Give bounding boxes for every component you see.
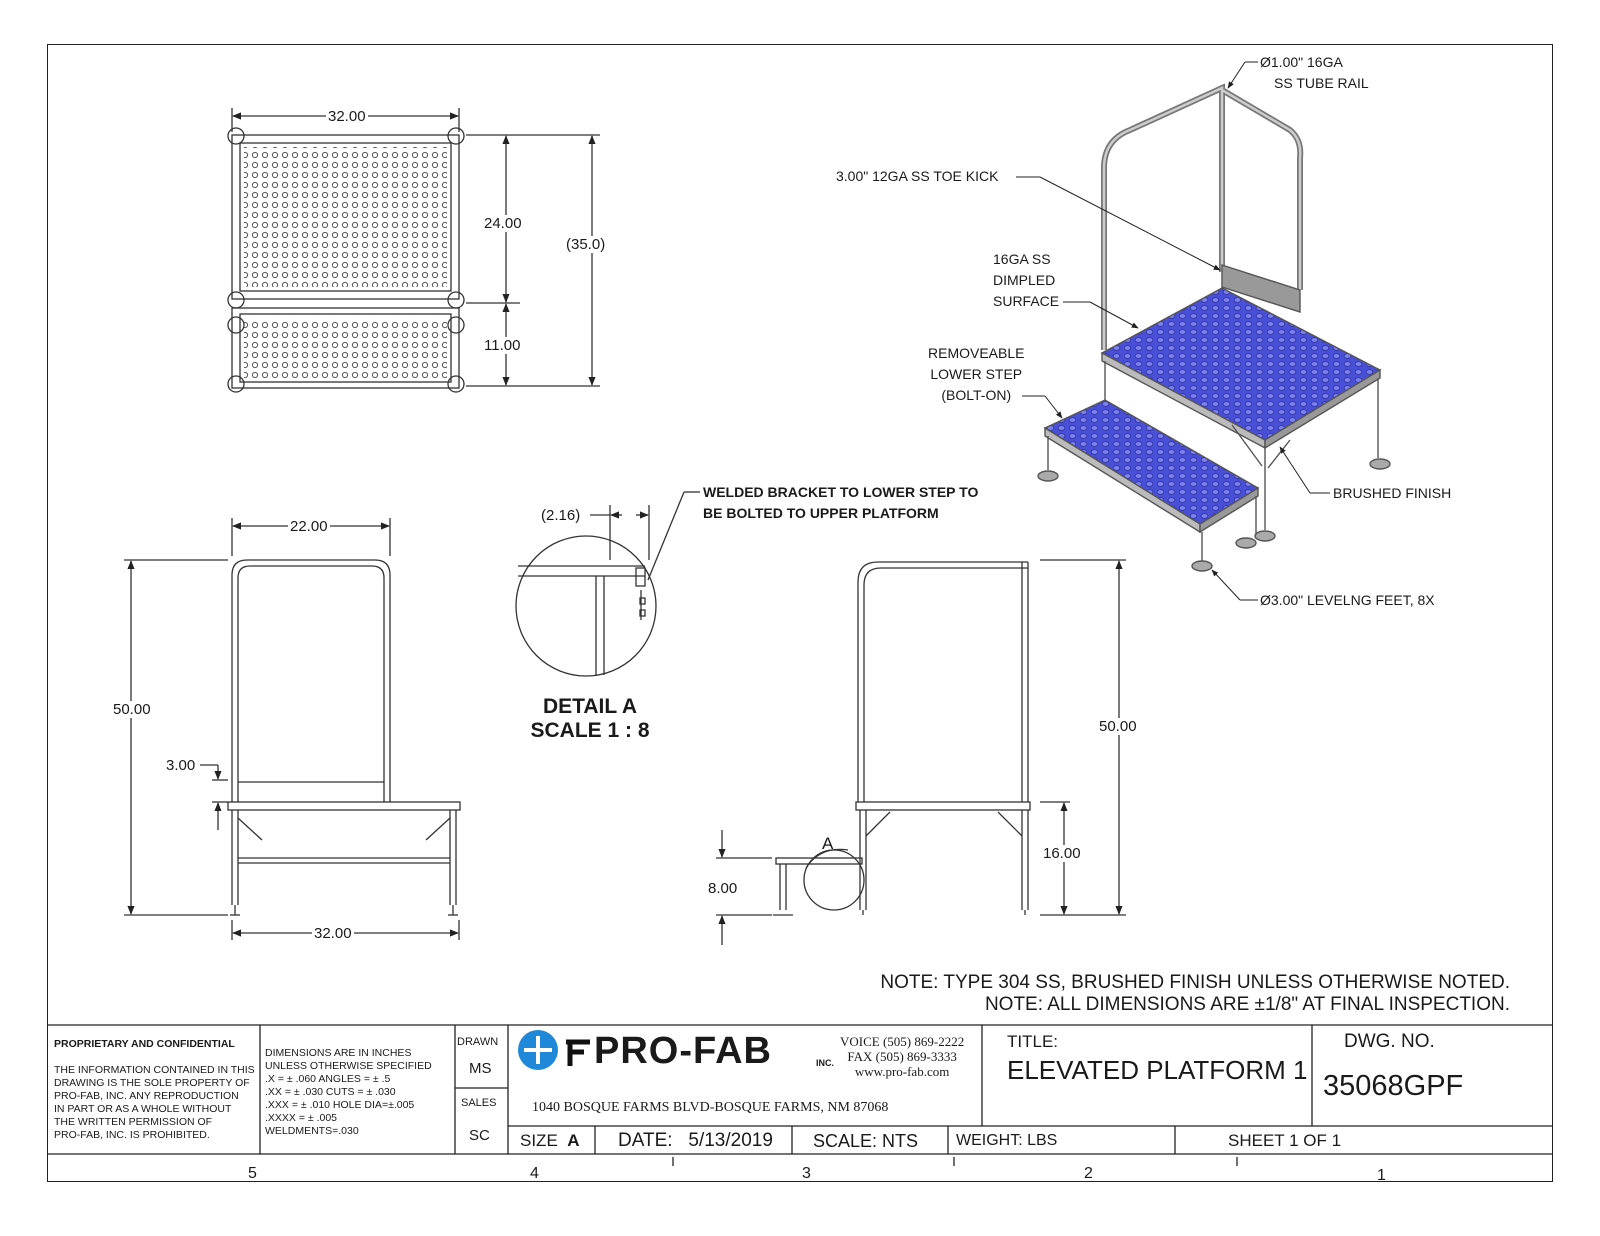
step-line-2: LOWER STEP	[930, 366, 1023, 382]
tolerance-text-line: UNLESS OTHERWISE SPECIFIED	[265, 1060, 432, 1072]
toe-kick-callout: 3.00" 12GA SS TOE KICK	[836, 168, 999, 184]
sales-value: SC	[469, 1127, 490, 1144]
weight-field: WEIGHT: LBS	[956, 1132, 1058, 1149]
proprietary-text-line: PRO-FAB, INC. IS PROHIBITED.	[54, 1129, 210, 1141]
rail-line-2: SS TUBE RAIL	[1274, 75, 1369, 91]
tolerance-text-line: .XXXX = ± .005	[265, 1112, 338, 1124]
proprietary-title: PROPRIETARY AND CONFIDENTIAL	[54, 1038, 235, 1050]
website: www.pro-fab.com	[854, 1064, 950, 1079]
base-width-dim: 32.00	[314, 925, 352, 942]
finish-callout: BRUSHED FINISH	[1333, 485, 1452, 501]
side-height-dim: 50.00	[1099, 718, 1137, 735]
front-height-dim: 50.00	[113, 701, 151, 718]
detail-dim: (2.16)	[541, 507, 581, 524]
fax-number: FAX (505) 869-3333	[847, 1049, 957, 1064]
tolerance-text-line: .X = ± .060 ANGLES = ± .5	[265, 1073, 391, 1085]
size-label: SIZE	[520, 1131, 558, 1150]
tolerance-text	[265, 1047, 432, 1138]
tube-rail-callout	[1260, 52, 1369, 94]
top-view	[228, 108, 600, 392]
diameter-symbol: Ø	[1260, 592, 1271, 608]
surface-line-1: 16GA SS	[993, 251, 1051, 267]
note-1: NOTE: TYPE 304 SS, BRUSHED FINISH UNLESS OTHERWISE NOTED.	[880, 972, 1510, 993]
platform-height-dim: 16.00	[1043, 845, 1081, 862]
company-logo-inc: INC.	[816, 1058, 834, 1068]
rail-line-1: 1.00" 16GA	[1270, 54, 1343, 70]
detail-a-title	[520, 695, 660, 743]
callout-line-2: BE BOLTED TO UPPER PLATFORM	[703, 505, 939, 521]
welded-bracket-callout	[703, 482, 978, 524]
diameter-symbol: Ø	[1260, 54, 1271, 70]
tolerance-text-line: DIMENSIONS ARE IN INCHES	[265, 1047, 412, 1059]
voice-number: VOICE (505) 869-2222	[840, 1034, 965, 1049]
proprietary-text-line: PRO-FAB, INC. ANY REPRODUCTION	[54, 1090, 239, 1102]
side-view	[716, 560, 1126, 945]
company-address: 1040 BOSQUE FARMS BLVD-BOSQUE FARMS, NM 87068	[532, 1100, 889, 1115]
proprietary-text-line: IN PART OR AS A WHOLE WITHOUT	[54, 1103, 232, 1115]
pro-fab-logo-mark	[518, 1030, 590, 1070]
isometric-view	[1016, 62, 1390, 600]
top-width-dim: 32.00	[328, 108, 366, 125]
drawn-value: MS	[469, 1060, 492, 1077]
proprietary-text-line: THE WRITTEN PERMISSION OF	[54, 1116, 213, 1128]
note-2: NOTE: ALL DIMENSIONS ARE ±1/8" AT FINAL INSPECTION.	[984, 994, 1510, 1015]
detail-dim-value: 2.16	[546, 507, 576, 524]
zone-number: 3	[802, 1165, 811, 1182]
surface-line-3: SURFACE	[993, 293, 1060, 309]
sales-label: SALES	[461, 1097, 497, 1109]
detail-title-line-1: DETAIL A	[542, 695, 638, 718]
size-field	[520, 1131, 580, 1151]
tolerance-text-line: WELDMENTS=.030	[265, 1125, 359, 1137]
detail-a-marker: A	[822, 834, 834, 853]
proprietary-text	[54, 1064, 255, 1142]
dwg-no-label: DWG. NO.	[1344, 1031, 1435, 1052]
tolerance-text-line: .XX = ± .030 CUTS = ± .030	[265, 1086, 396, 1098]
zone-number: 4	[530, 1165, 539, 1182]
overall-depth-dim: (35.0)	[566, 236, 606, 253]
step-height-dim: 8.00	[708, 880, 738, 897]
sheet-field: SHEET 1 OF 1	[1228, 1131, 1342, 1150]
dwg-no-value: 35068GPF	[1323, 1070, 1464, 1102]
step-line-3: (BOLT-ON)	[941, 387, 1012, 403]
proprietary-text-line: THE INFORMATION CONTAINED IN THIS	[54, 1064, 255, 1076]
feet-callout	[1260, 590, 1435, 611]
proprietary-text-line: DRAWING IS THE SOLE PROPERTY OF	[54, 1077, 250, 1089]
scale-field: SCALE: NTS	[813, 1131, 919, 1151]
date-label: DATE:	[618, 1130, 673, 1151]
general-notes	[880, 972, 1510, 1016]
lower-step-callout	[928, 343, 1024, 406]
zone-number: 1	[1377, 1167, 1386, 1184]
zone-number: 2	[1084, 1165, 1093, 1182]
surface-line-2: DIMPLED	[993, 272, 1056, 288]
toe-kick-dim: 3.00	[166, 757, 196, 774]
company-contact	[840, 1034, 964, 1079]
zone-number: 5	[248, 1165, 257, 1182]
upper-depth-dim: 24.00	[484, 215, 522, 232]
drawing-title: ELEVATED PLATFORM 1	[1007, 1055, 1308, 1085]
title-label: TITLE:	[1007, 1032, 1059, 1051]
front-view	[124, 518, 460, 940]
callout-line-1: WELDED BRACKET TO LOWER STEP TO	[703, 484, 979, 500]
date-field	[618, 1130, 773, 1152]
lower-depth-dim: 11.00	[484, 337, 521, 354]
step-line-1: REMOVEABLE	[928, 345, 1025, 361]
rail-width-dim: 22.00	[290, 518, 328, 535]
feet-text: 3.00" LEVELNG FEET, 8X	[1270, 592, 1435, 608]
detail-scale-line: SCALE 1 : 8	[530, 719, 650, 742]
size-value: A	[567, 1131, 580, 1150]
company-logo-text: PRO-FAB	[594, 1030, 772, 1072]
date-value: 5/13/2019	[688, 1130, 773, 1151]
tolerance-text-line: .XXX = ± .010 HOLE DIA=±.005	[265, 1099, 415, 1111]
surface-callout	[993, 249, 1059, 312]
drawn-label: DRAWN	[457, 1036, 499, 1048]
